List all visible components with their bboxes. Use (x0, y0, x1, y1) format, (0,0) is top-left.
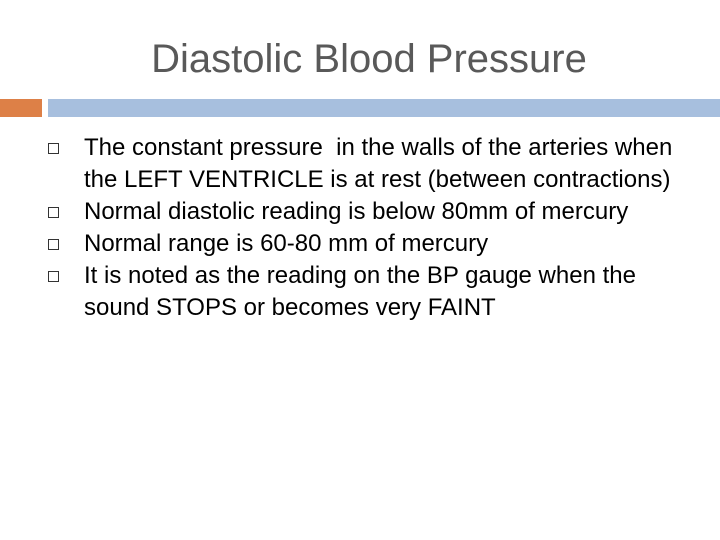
bullet-text: Normal range is 60-80 mm of mercury (84, 230, 489, 257)
hollow-square-icon (48, 239, 59, 250)
bullet-text: Normal diastolic reading is below 80mm of mercury (84, 198, 629, 225)
bullet-item (48, 132, 708, 196)
bullet-item (48, 228, 708, 260)
bullet-text: It is noted as the reading on the BP gauge when the sound STOPS or becomes very FAINT (84, 262, 636, 321)
title-rule-bar (48, 99, 720, 117)
hollow-square-icon (48, 271, 59, 282)
bullet-list (48, 132, 708, 324)
hollow-square-icon (48, 207, 59, 218)
bullet-item (48, 196, 708, 228)
hollow-square-icon (48, 143, 59, 154)
bullet-item (48, 260, 708, 324)
accent-bar (0, 99, 42, 117)
bullet-text: The constant pressure in the walls of the arteries when the LEFT VENTRICLE is at rest (between contractions) (84, 134, 679, 193)
slide-title: Diastolic Blood Pressure (151, 37, 587, 81)
